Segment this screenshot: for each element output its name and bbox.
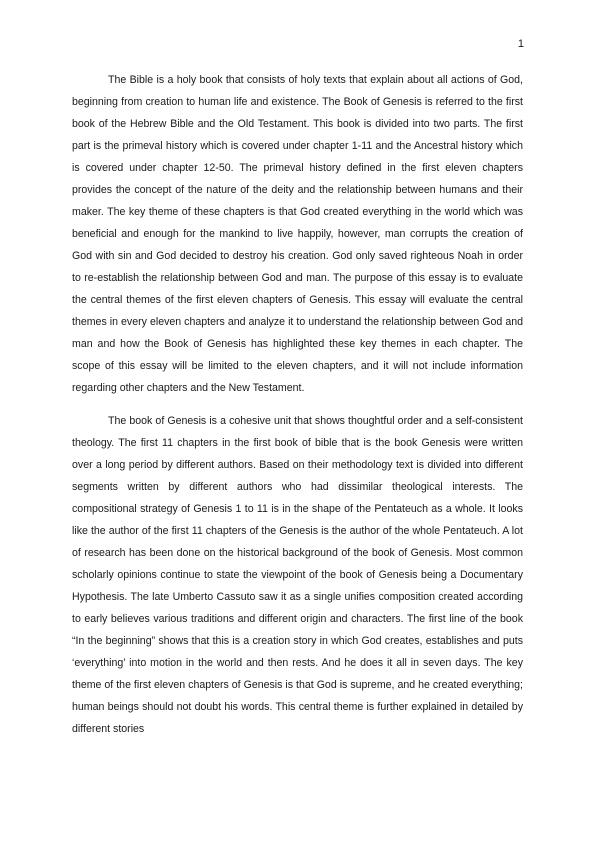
paragraph-genesis-composition: The book of Genesis is a cohesive unit that shows thoughtful order and a self-consistent theology. The first 11 chapters in the first book of bible that is the book Genesis were written over a long period by different authors. Based on their methodology text is divided into different segments written by different authors who had dissimilar theological interests. The compositional strategy of Genesis 1 to 11 is in the shape of the Pentateuch as a whole. It looks like the author of the first 11 chapters of the Genesis is the author of the whole Pentateuch. A lot of research has been done on the historical background of the book of Genesis. Most common scholarly opinions continue to state the viewpoint of the book of Genesis being a Documentary Hypothesis. The late Umberto Cassuto saw it as a single unifies composition created according to early believes various traditions and different origin and characters. The first line of the book “In the beginning” shows that this is a creation story in which God creates, establishes and puts ‘everything’ into motion in the world and then rests. And he does it all in seven days. The key theme of the first eleven chapters of Genesis is that God is supreme, and he created everything; human beings should not doubt his words. This central theme is further explained in detailed by different stories <box>72 415 523 735</box>
paragraph-introduction: The Bible is a holy book that consists of holy texts that explain about all actions of God, beginning from creation to human life and existence. The Book of Genesis is referred to the first book of the Hebrew Bible and the Old Testament. This book is divided into two parts. The first part is the primeval history which is covered under chapter 1-11 and the Ancestral history which is covered under chapter 12-50. The primeval history defined in the first eleven chapters provides the concept of the nature of the deity and the relationship between humans and their maker. The key theme of these chapters is that God created everything in the world which was beneficial and enough for the mankind to live happily, however, man corrupts the creation of God with sin and God decided to destroy his creation. God only saved righteous Noah in order to re-establish the relationship between God and man. The purpose of this essay is to evaluate the central themes of the first eleven chapters of Genesis. This essay will evaluate the central themes in every eleven chapters and analyze it to understand the relationship between God and man and how the Book of Genesis has highlighted these key themes in each chapter. The scope of this essay will be limited to the eleven chapters, and it will not include information regarding other chapters and the New Testament. <box>72 74 523 394</box>
page-number: 1 <box>517 38 524 50</box>
document-body <box>72 69 523 740</box>
